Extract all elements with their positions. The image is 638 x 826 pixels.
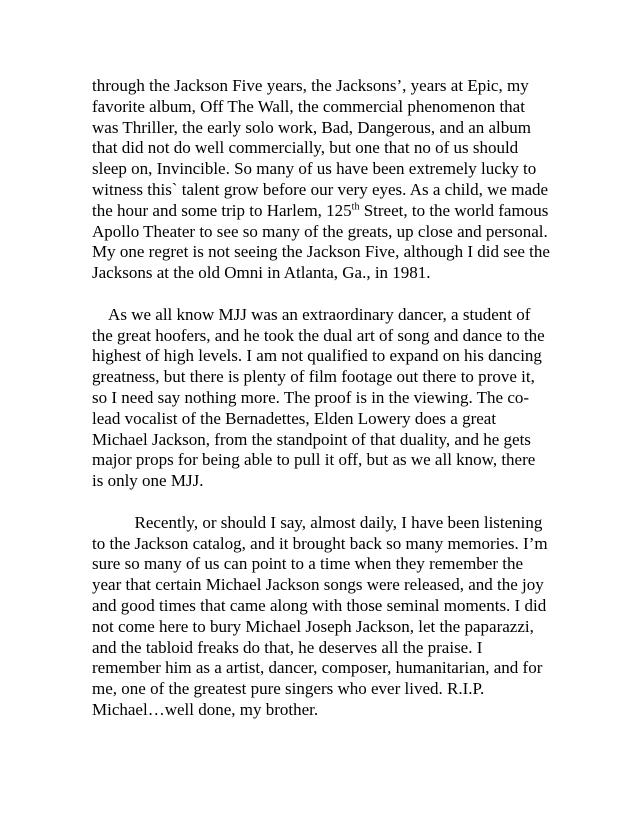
paragraph-3 [92,513,562,721]
text-line: sleep on, Invincible. So many of us have been extremely lucky to [92,159,537,179]
text-line: witness this` talent grow before our very eyes. As a child, we made [92,179,549,199]
text-line: is only one MJJ. [92,471,204,491]
text-line: was Thriller, the early solo work, Bad, Dangerous, and an album [92,117,532,137]
text-line: Apollo Theater to see so many of the greats, up close and personal. [92,221,548,241]
text-line: Michael Jackson, from the standpoint of that duality, and he gets [92,429,531,449]
text-line: and good times that came along with those seminal moments. I did [92,595,547,615]
text-line: to the Jackson catalog, and it brought back so many memories. I’m [92,533,548,553]
text-line: me, one of the greatest pure singers who ever lived. R.I.P. [92,679,485,699]
text-line: Jacksons at the old Omni in Atlanta, Ga., in 1981. [92,263,431,283]
text-line [92,201,562,222]
text-fragment: Street, to the world famous [359,200,549,220]
text-line: year that certain Michael Jackson songs were released, and the joy [92,575,544,595]
text-line: favorite album, Off The Wall, the commercial phenomenon that [92,96,525,116]
text-line: greatness, but there is plenty of film footage out there to prove it, [92,367,535,387]
text-line: and the tabloid freaks do that, he deserves all the praise. I [92,637,483,657]
text-line: that did not do well commercially, but one that no of us should [92,138,519,158]
text-line: My one regret is not seeing the Jackson Five, although I did see the [92,242,550,262]
text-line: not come here to bury Michael Joseph Jackson, let the paparazzi, [92,616,534,636]
text-line: remember him as a artist, dancer, composer, humanitarian, and for [92,658,543,678]
text-line: sure so many of us can point to a time when they remember the [92,554,524,574]
text-line: highest of high levels. I am not qualified to expand on his dancing [92,346,542,366]
text-line: lead vocalist of the Bernadettes, Elden Lowery does a great [92,408,497,428]
paragraph-2 [92,305,562,492]
paragraph-spacer [92,284,562,305]
body-text [92,76,562,721]
text-line: As we all know MJJ was an extraordinary dancer, a student of [92,304,531,324]
text-line: Michael…well done, my brother. [92,699,319,719]
text-line: so I need say nothing more. The proof is in the viewing. The co- [92,387,530,407]
text-line: through the Jackson Five years, the Jacksons’, years at Epic, my [92,76,529,95]
text-line: Recently, or should I say, almost daily, I have been listening [92,512,543,532]
text-line: the great hoofers, and he took the dual art of song and dance to the [92,325,545,345]
paragraph-1 [92,76,562,284]
paragraph-spacer [92,492,562,513]
text-line: major props for being able to pull it off, but as we all know, there [92,450,536,470]
text-fragment: the hour and some trip to Harlem, 125 [92,200,352,220]
ordinal-suffix: th [351,201,360,213]
